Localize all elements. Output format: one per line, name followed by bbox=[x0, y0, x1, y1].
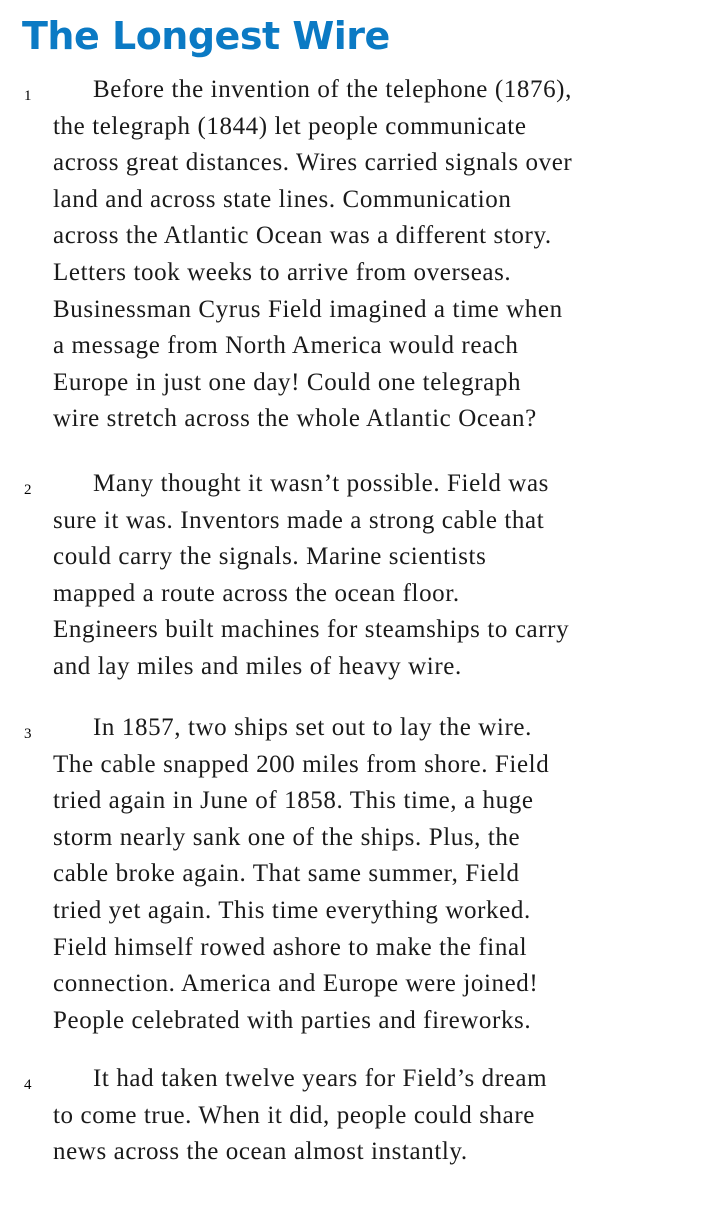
text-line: and lay miles and miles of heavy wire. bbox=[53, 652, 462, 680]
paragraph-text bbox=[53, 72, 703, 438]
text-line: across great distances. Wires carried signals over bbox=[53, 149, 573, 177]
text-line: to come true. When it did, people could share bbox=[53, 1101, 535, 1129]
paragraph-text bbox=[53, 710, 703, 1039]
text-line: cable broke again. That same summer, Field bbox=[53, 860, 520, 888]
text-line: could carry the signals. Marine scientists bbox=[53, 543, 487, 571]
text-line: tried yet again. This time everything worked. bbox=[53, 896, 531, 924]
text-line: connection. America and Europe were joined! bbox=[53, 970, 539, 998]
text-line: The cable snapped 200 miles from shore. Field bbox=[53, 750, 550, 778]
paragraph-text bbox=[53, 466, 703, 686]
article-title: The Longest Wire bbox=[22, 14, 390, 58]
text-line: a message from North America would reach bbox=[53, 332, 519, 360]
text-line: land and across state lines. Communication bbox=[53, 185, 512, 213]
paragraph-number: 4 bbox=[24, 1077, 32, 1093]
text-line: sure it was. Inventors made a strong cable that bbox=[53, 506, 545, 534]
text-line: Engineers built machines for steamships to carry bbox=[53, 616, 570, 644]
text-line: mapped a route across the ocean floor. bbox=[53, 579, 460, 607]
text-line: People celebrated with parties and fireworks. bbox=[53, 1006, 532, 1034]
text-line: In 1857, two ships set out to lay the wire. bbox=[93, 714, 532, 741]
text-line: Many thought it wasn’t possible. Field was bbox=[93, 470, 549, 497]
text-line: storm nearly sank one of the ships. Plus, the bbox=[53, 823, 521, 851]
paragraph-number: 3 bbox=[24, 726, 32, 742]
text-line: Field himself rowed ashore to make the final bbox=[53, 933, 528, 961]
paragraph-number: 1 bbox=[24, 88, 32, 104]
text-line: news across the ocean almost instantly. bbox=[53, 1138, 468, 1166]
text-line: It had taken twelve years for Field’s dream bbox=[93, 1065, 548, 1092]
paragraph-number: 2 bbox=[24, 482, 32, 498]
text-line: Europe in just one day! Could one telegraph bbox=[53, 368, 522, 396]
text-line: Businessman Cyrus Field imagined a time when bbox=[53, 295, 563, 323]
text-line: the telegraph (1844) let people communicate bbox=[53, 112, 527, 140]
text-line: tried again in June of 1858. This time, a huge bbox=[53, 787, 534, 815]
paragraph-text bbox=[53, 1061, 703, 1171]
text-line: Letters took weeks to arrive from overseas. bbox=[53, 258, 512, 286]
text-line: wire stretch across the whole Atlantic Ocean? bbox=[53, 405, 537, 433]
text-line: Before the invention of the telephone (1876), bbox=[93, 76, 572, 103]
text-line: across the Atlantic Ocean was a different story. bbox=[53, 222, 552, 250]
